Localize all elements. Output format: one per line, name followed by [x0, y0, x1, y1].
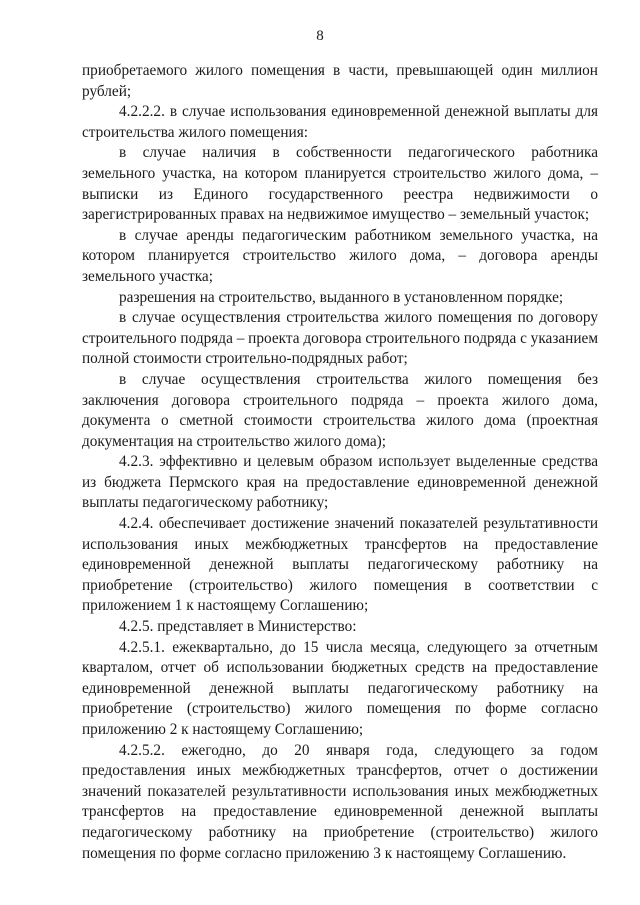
page-number: 8 — [316, 28, 324, 44]
paragraph-4-2-5: 4.2.5. представляет в Министерство: — [119, 618, 357, 636]
paragraph-4-2-4: 4.2.4. обеспечивает достижение значений показателей результативности использования иных межбюджетных трансфертов на предоставление единовременной денежной выплаты педагогическому работнику на приобретение (строительство) жилого помещения в соответствии с приложением 1 к настоящему Соглашению; — [82, 515, 598, 615]
document-body — [82, 61, 598, 864]
paragraph-building-permit: разрешения на строительство, выданного в установленном порядке; — [119, 288, 564, 306]
paragraph-4-2-5-2: 4.2.5.2. ежегодно, до 20 января года, следующего за годом предоставления иных межбюджетных трансфертов, отчет о достижении значений показателей результативности использования иных межбюджетных трансфертов на предоставление единовременной денежной выплаты педагогическому работнику на приобретение (строительство) жилого помещения по форме согласно приложению 3 к настоящему Соглашению. — [82, 741, 598, 862]
paragraph-continuation: приобретаемого жилого помещения в части, превышающей один миллион рублей; — [82, 62, 598, 100]
paragraph-land-ownership: в случае наличия в собственности педагогического работника земельного участка, на котором планируется строительство жилого дома, – выписки из Единого государственного реестра недвижимости о зарегистрированных правах на недвижимое имущество – земельный участок; — [82, 144, 598, 224]
paragraph-4-2-3: 4.2.3. эффективно и целевым образом использует выделенные средства из бюджета Пермского края на предоставление единовременной денежной выплаты педагогическому работнику; — [82, 453, 598, 512]
paragraph-4-2-5-1: 4.2.5.1. ежеквартально, до 15 числа месяца, следующего за отчетным кварталом, отчет об использовании бюджетных средств на предоставление единовременной денежной выплаты педагогическому работнику на приобретение (строительство) жилого помещения по форме согласно приложению 2 к настоящему Соглашению; — [82, 638, 598, 738]
paragraph-no-contract: в случае осуществления строительства жилого помещения без заключения договора строительного подряда – проекта жилого дома, документа о сметной стоимости строительства жилого дома (проектная документация на строительство жилого дома); — [82, 370, 598, 450]
paragraph-land-lease: в случае аренды педагогическим работником земельного участка, на котором планируется строительство жилого дома, – договора аренды земельного участка; — [82, 226, 598, 285]
paragraph-construction-contract: в случае осуществления строительства жилого помещения по договору строительного подряда – проекта договора строительного подряда с указанием полной стоимости строительно-подрядных работ; — [82, 309, 598, 368]
paragraph-4-2-2-2: 4.2.2.2. в случае использования единовременной денежной выплаты для строительства жилого помещения: — [82, 103, 598, 141]
